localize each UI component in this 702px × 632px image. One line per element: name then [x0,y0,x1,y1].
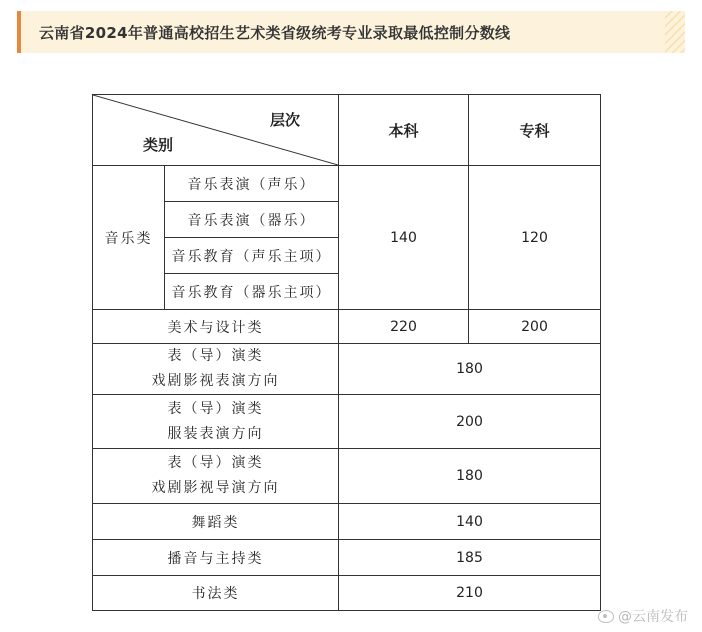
score-cell: 140 [339,504,601,540]
music-sub-1: 音乐表演（声乐） [165,166,339,202]
header-benke: 本科 [339,95,469,166]
watermark-text: @云南发布 [618,609,688,625]
table-row [93,395,601,449]
category-cell [93,449,339,504]
music-sub-3: 音乐教育（声乐主项） [165,238,339,274]
score-cell: 200 [339,395,601,449]
category-line-1: 表（导）演类 [167,455,264,471]
table-row [93,449,601,504]
header-row [93,95,601,166]
category-cell: 播音与主持类 [93,540,339,576]
table-row [93,310,601,344]
category-cell: 舞蹈类 [93,504,339,540]
art-category: 美术与设计类 [93,310,339,344]
music-zhuanke-score: 120 [469,166,601,310]
category-cell [93,344,339,395]
category-line-1: 表（导）演类 [167,348,264,364]
score-cell: 210 [339,576,601,611]
score-cell: 180 [339,344,601,395]
header-zhuanke: 专科 [469,95,601,166]
title-banner [17,11,685,53]
music-category: 音乐类 [93,166,165,310]
category-line-2: 服装表演方向 [167,425,264,442]
corner-level-label: 层次 [269,111,300,129]
diagonal-line [93,95,338,165]
art-benke-score: 220 [339,310,469,344]
diagonal-header-cell [93,95,339,166]
category-cell [93,395,339,449]
art-zhuanke-score: 200 [469,310,601,344]
category-cell: 书法类 [93,576,339,611]
table-row [93,166,601,202]
table-row [93,504,601,540]
score-table [92,94,601,611]
corner-category-label: 类别 [143,136,174,154]
weibo-icon [598,610,614,623]
table-row [93,540,601,576]
music-sub-2: 音乐表演（器乐） [165,202,339,238]
music-sub-4: 音乐教育（器乐主项） [165,274,339,310]
table-row [93,344,601,395]
page-title: 云南省2024年普通高校招生艺术类省级统考专业录取最低控制分数线 [39,23,511,42]
banner-decoration [665,11,685,53]
table-row [93,576,601,611]
score-cell: 185 [339,540,601,576]
watermark [598,606,688,626]
category-line-2: 戏剧影视导演方向 [151,480,280,496]
category-line-2: 戏剧影视表演方向 [151,373,280,389]
category-line-1: 表（导）演类 [167,400,264,417]
music-benke-score: 140 [339,166,469,310]
score-cell: 180 [339,449,601,504]
